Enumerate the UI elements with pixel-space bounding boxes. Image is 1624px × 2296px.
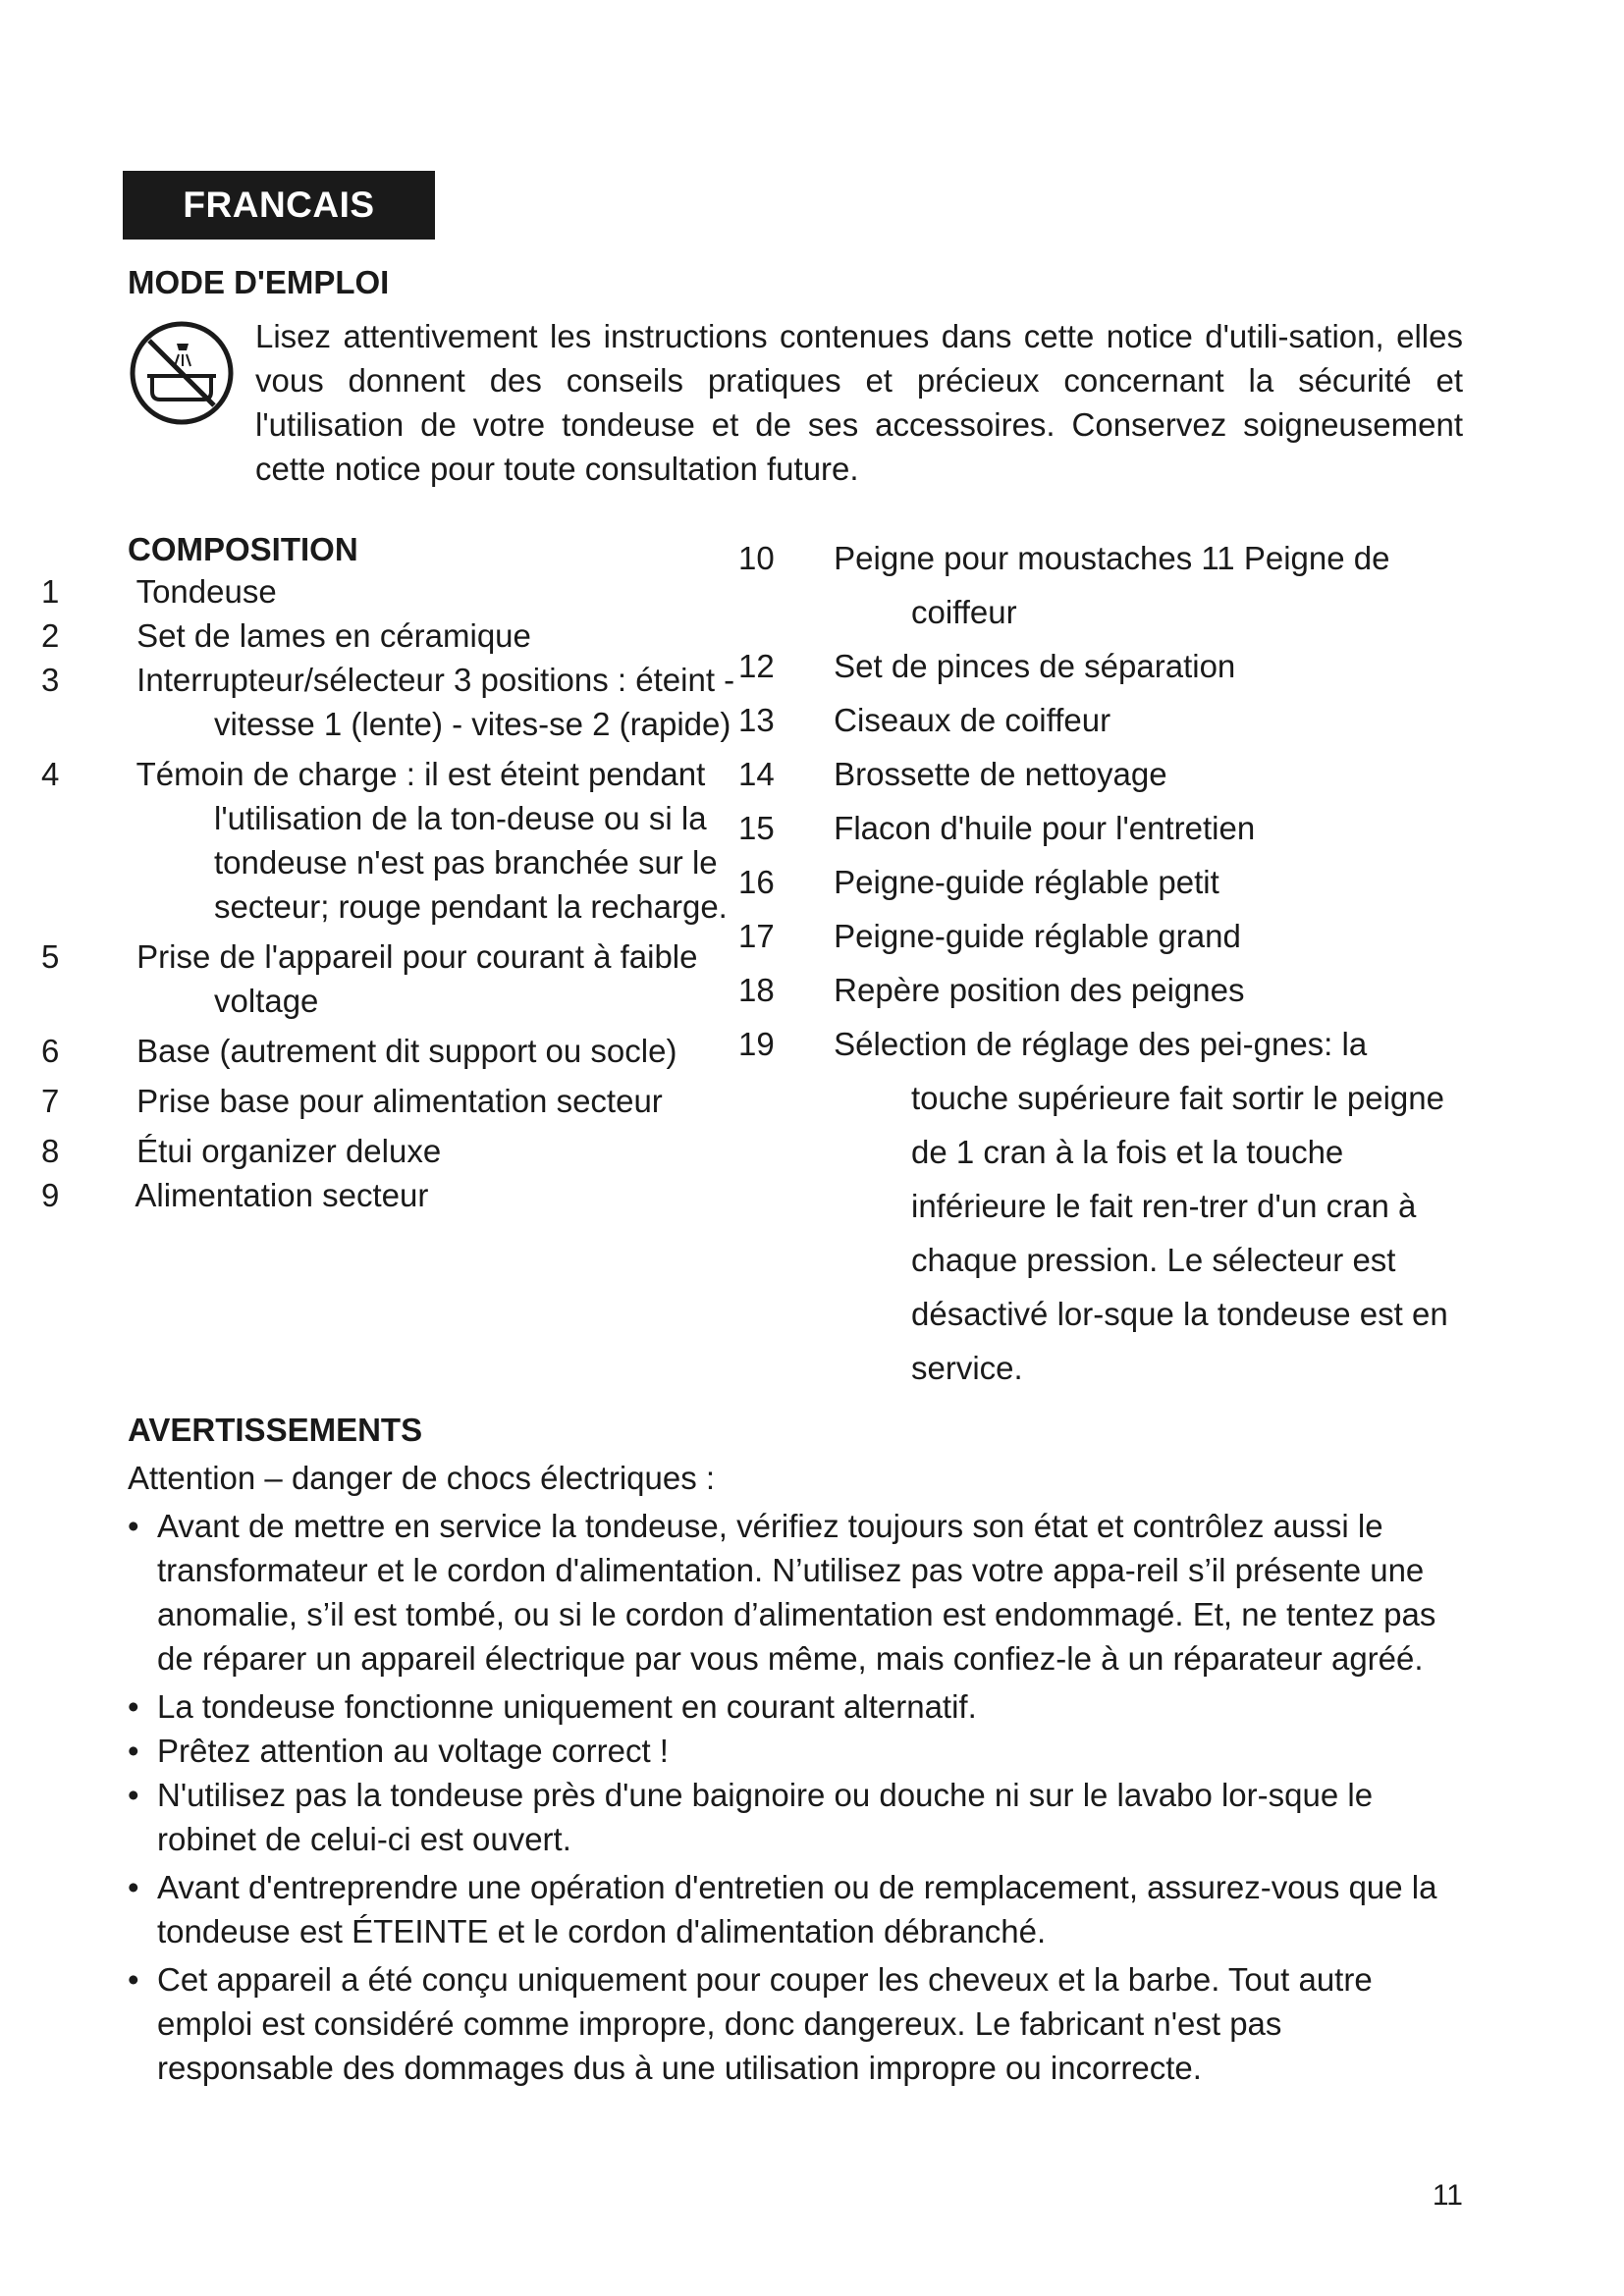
list-item: 7 Prise base pour alimentation secteur — [41, 1083, 663, 1119]
list-item: 15 Flacon d'huile pour l'entretien — [738, 810, 1256, 846]
warning-intro: Attention – danger de chocs électriques : — [128, 1460, 716, 1496]
intro-paragraph — [255, 314, 1463, 491]
list-item: • N'utilisez pas la tondeuse près d'une baignoire ou douche ni sur le lavabo lor-sque le robinet de celui-ci est ouvert. — [128, 1777, 1374, 1857]
warnings-list — [128, 1504, 1463, 2090]
language-banner — [123, 171, 435, 240]
composition-left-list — [41, 569, 766, 1217]
list-item: 8 Étui organizer deluxe — [41, 1133, 442, 1169]
list-item: 6 Base (autrement dit support ou socle) — [41, 1033, 677, 1069]
avertissements-heading: AVERTISSEMENTS — [128, 1412, 423, 1448]
list-item: 13 Ciseaux de coiffeur — [738, 702, 1111, 738]
composition-right-list — [738, 531, 1463, 1395]
mode-emploi-heading: MODE D'EMPLOI — [128, 264, 390, 300]
list-item: 4 Témoin de charge : il est éteint pendant l'utilisation de la ton-deuse ou si la tondeuse n'est pas branchée sur le secteur; rouge pendant la recharge. — [41, 756, 728, 925]
list-item: 12 Set de pinces de séparation — [738, 648, 1236, 684]
list-item: 16 Peigne-guide réglable petit — [738, 864, 1219, 900]
list-item: 5 Prise de l'appareil pour courant à faible voltage — [41, 938, 698, 1019]
list-item: 10 Peigne pour moustaches 11 Peigne de coiffeur — [738, 540, 1390, 630]
list-item: • Avant d'entreprendre une opération d'entretien ou de remplacement, assurez-vous que la tondeuse est ÉTEINTE et le cordon d'alimentation débranché. — [128, 1869, 1437, 1949]
list-item: • La tondeuse fonctionne uniquement en courant alternatif. — [128, 1688, 977, 1725]
list-item: 9 Alimentation secteur — [41, 1177, 429, 1213]
list-item: 3 Interrupteur/sélecteur 3 positions : éteint - vitesse 1 (lente) - vites-se 2 (rapide) — [41, 662, 735, 742]
language-label: FRANCAIS — [183, 185, 375, 225]
page-number: 11 — [1432, 2179, 1463, 2212]
list-item: • Prêtez attention au voltage correct ! — [128, 1733, 669, 1769]
list-item: 19 Sélection de réglage des pei-gnes: la touche supérieure fait sortir le peigne de 1 cran à la fois et la touche inférieure le fait ren-trer d'un cran à chaque pression. Le sélecteur est désactivé lor-sque la tondeuse est en service. — [738, 1026, 1448, 1386]
intro-text: Lisez attentivement les instructions contenues dans cette notice d'utili-sation, elles vous donnent des conseils pratiques et précieux concernant la sécurité et l'utilisation de votre tondeuse et de ses accessoires. Conservez soigneusement cette notice pour toute consultation future. — [255, 318, 1463, 487]
list-item: 17 Peigne-guide réglable grand — [738, 918, 1241, 954]
list-item: 18 Repère position des peignes — [738, 972, 1245, 1008]
list-item: 1 Tondeuse — [41, 573, 277, 610]
list-item: 14 Brossette de nettoyage — [738, 756, 1167, 792]
list-item: 2 Set de lames en céramique — [41, 617, 531, 654]
list-item: • Avant de mettre en service la tondeuse, vérifiez toujours son état et contrôlez aussi le transformateur et le cordon d'alimentation. N’utilisez pas votre appa-reil s’il présente une anomalie, s’il est tombé, ou si le cordon d’alimentation est endommagé. Et, ne tentez pas de réparer un appareil électrique par vous même, mais confiez-le à un réparateur agréé. — [128, 1508, 1436, 1677]
list-item: • Cet appareil a été conçu uniquement pour couper les cheveux et la barbe. Tout autre emploi est considéré comme impropre, donc dangereux. Le fabricant n'est pas responsable des dommages dus à une utilisation impropre ou incorrecte. — [128, 1961, 1373, 2086]
no-water-bath-icon — [128, 319, 236, 427]
composition-heading: COMPOSITION — [128, 531, 358, 567]
